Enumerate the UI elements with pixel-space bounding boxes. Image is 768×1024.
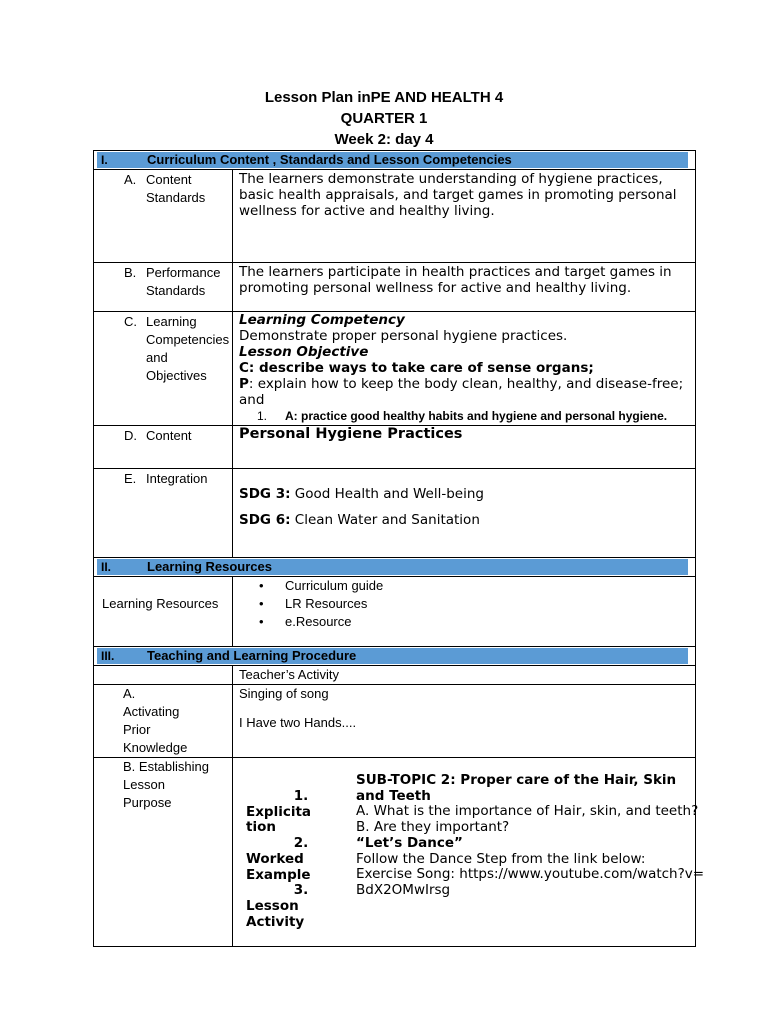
content-standards-label: A. Content Standards — [124, 172, 206, 205]
competencies-label: C. Learning Competencies and Objectives — [124, 314, 230, 383]
establishing-content — [356, 773, 706, 899]
resource-item: • LR Resources — [259, 596, 368, 611]
quarter-title: QUARTER 1 — [340, 110, 428, 127]
sdg-6: SDG 6: Clean Water and Sanitation — [239, 512, 480, 528]
resource-item: • Curriculum guide — [259, 578, 384, 593]
competency-heading: Learning Competency — [239, 312, 405, 328]
section-number: III. — [101, 649, 115, 663]
establishing-cell — [233, 758, 705, 947]
lesson-plan-table — [93, 150, 705, 947]
content-text: Personal Hygiene Practices — [233, 426, 696, 469]
procedure-step: 3. Lesson Activity — [246, 882, 309, 930]
activating-label: A. Activating Prior Knowledge — [94, 685, 233, 758]
performance-standards-label: B. Performance Standards — [124, 265, 221, 298]
subtopic-title: SUB-TOPIC 2: Proper care of the Hair, Skin and Teeth — [356, 772, 677, 804]
integration-label: E. Integration — [124, 471, 208, 486]
resources-list — [233, 577, 696, 647]
exercise-song-link[interactable]: Exercise Song: https://www.youtube.com/watch?v=BdX2OMwIrsg — [356, 866, 705, 898]
section-header-2 — [97, 559, 688, 575]
content-label: D. Content — [124, 428, 192, 443]
competency-text: Demonstrate proper personal hygiene practices. — [239, 328, 568, 344]
section-title: Curriculum Content , Standards and Lesson Competencies — [147, 152, 512, 167]
resource-item: • e.Resource — [259, 614, 352, 629]
song-title: I Have two Hands.... — [239, 715, 357, 730]
competencies-cell — [233, 312, 696, 426]
section-number: II. — [101, 560, 112, 574]
procedure-step: 2. Worked Example — [246, 835, 311, 883]
dance-title: “Let’s Dance” — [356, 834, 463, 851]
section-number: I. — [101, 153, 108, 167]
integration-cell — [233, 469, 696, 558]
objective-heading: Lesson Objective — [239, 344, 369, 360]
teacher-activity-heading: Teacher’s Activity — [233, 666, 696, 685]
section-title: Learning Resources — [147, 559, 272, 574]
section-header-3 — [97, 648, 688, 664]
content-standards-text: The learners demonstrate understanding of hygiene practices, basic health appraisals, and target games in promoting personal wellness for active and healthy living. — [233, 170, 696, 263]
establishing-label: B. Establishing Lesson Purpose — [94, 758, 233, 947]
objective-cognitive: C: describe ways to take care of sense organs; — [239, 360, 594, 376]
procedure-steps — [246, 789, 312, 930]
question-b: B. Are they important? — [356, 819, 510, 836]
sdg-3: SDG 3: Good Health and Well-being — [239, 486, 484, 502]
question-a: A. What is the importance of Hair, skin, and teeth? — [356, 803, 699, 820]
activating-cell — [233, 685, 696, 758]
objective-psychomotor: P: explain how to keep the body clean, healthy, and disease-free; and — [239, 376, 684, 408]
procedure-step: 1. Explicitation — [246, 788, 312, 836]
objective-affective: 1. A: practice good healthy habits and hygiene and personal hygiene. — [257, 409, 668, 423]
lesson-plan-title: Lesson Plan inPE AND HEALTH 4 — [264, 89, 504, 106]
song-label: Singing of song — [239, 686, 329, 701]
learning-resources-label: Learning Resources — [102, 596, 219, 611]
section-header-1 — [97, 152, 688, 168]
performance-standards-text: The learners participate in health practices and target games in promoting personal wellness for active and healthy living. — [233, 263, 696, 312]
section-title: Teaching and Learning Procedure — [147, 648, 357, 663]
dance-instruction: Follow the Dance Step from the link below: — [356, 850, 646, 867]
week-day-title: Week 2: day 4 — [334, 131, 434, 148]
